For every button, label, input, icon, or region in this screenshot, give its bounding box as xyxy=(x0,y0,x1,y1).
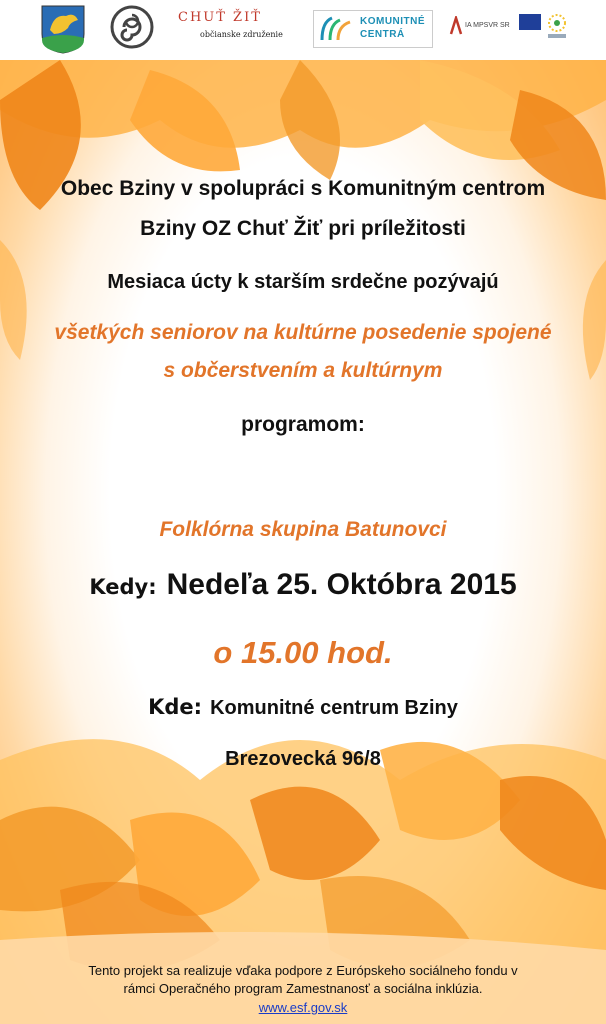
invitees-line-2: s občerstvením a kultúrnym xyxy=(163,359,443,382)
invitation-text xyxy=(0,60,606,1024)
program-line: programom: xyxy=(241,413,365,436)
venue-address: Brezovecká 96/8 xyxy=(225,748,381,770)
ia-mpsvr-logo xyxy=(449,16,513,36)
host-line-1: Obec Bziny v spolupráci s Komunitným centrom xyxy=(60,177,546,200)
footer-line-2: rámci Operačného program Zamestnanosť a sociálna inklúzia. xyxy=(123,981,483,996)
where-label: Kde: xyxy=(148,695,203,719)
event-date xyxy=(0,568,606,602)
esf-logo-icon xyxy=(545,13,569,41)
invitees-line-1: všetkých seniorov na kultúrne posedenie spojené xyxy=(54,321,552,344)
performer: Folklórna skupina Batunovci xyxy=(159,518,447,541)
triskelion-logo-icon xyxy=(110,5,154,49)
coat-of-arms-icon xyxy=(40,4,86,54)
occasion-line: Mesiaca úcty k starším srdečne pozývajú xyxy=(107,271,499,293)
autumn-poster xyxy=(0,60,606,1024)
org-type: občianske združenie xyxy=(200,30,283,39)
center-logo-text: KOMUNITNÉ CENTRÁ xyxy=(360,16,426,40)
komunitne-centra-logo xyxy=(313,10,433,48)
when-value: Nedeľa 25. Októbra 2015 xyxy=(166,568,517,601)
ministry-text: IA MPSVR SR xyxy=(465,22,510,29)
host-line-2: Bziny OZ Chuť Žiť pri príležitosti xyxy=(140,217,466,240)
hands-icon xyxy=(318,14,356,44)
event-time: o 15.00 hod. xyxy=(213,635,393,670)
logo-header xyxy=(0,0,606,58)
esf-link[interactable]: www.esf.gov.sk xyxy=(258,1000,348,1015)
event-venue xyxy=(0,695,606,720)
ia-mark-icon xyxy=(449,16,463,36)
where-value: Komunitné centrum Bziny xyxy=(210,697,458,719)
footer-line-1: Tento projekt sa realizuje vďaka podpore z Európskeho sociálneho fondu v xyxy=(88,963,518,978)
eu-flag-icon xyxy=(519,14,541,30)
chut-zit-logo xyxy=(178,10,288,44)
when-label: Kedy: xyxy=(89,575,157,599)
org-name: CHUŤ ŽIŤ xyxy=(178,10,262,25)
